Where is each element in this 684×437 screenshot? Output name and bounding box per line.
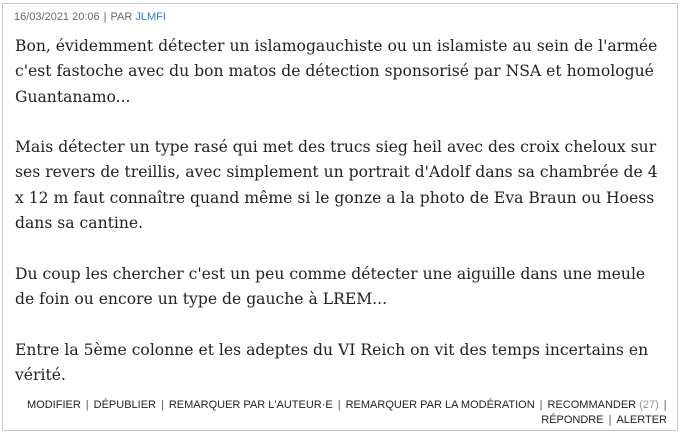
recommend-count: (27) (639, 399, 659, 411)
comment-card (2, 3, 678, 431)
repondre-link[interactable]: RÉPONDRE (541, 414, 604, 426)
alerter-link[interactable]: ALERTER (616, 414, 667, 426)
comment-meta (14, 11, 166, 23)
comment-paragraph: Bon, évidemment détecter un islamogauchiste ou un islamiste au sein de l'armée c'est fastoche avec du bon matos de détection sponsorisé par NSA et homologué Guantanamo... (15, 37, 658, 106)
comment-body (15, 34, 665, 388)
action-separator: | (337, 399, 341, 411)
depublier-link[interactable]: DÉPUBLIER (93, 399, 156, 411)
comment-actions (27, 398, 667, 428)
comment-date: 16/03/2021 20:06 (14, 11, 100, 23)
remarquer-moderation-link[interactable]: REMARQUER PAR LA MODÉRATION (345, 399, 535, 411)
action-separator: | (85, 399, 89, 411)
meta-separator: | (103, 11, 107, 23)
action-separator: | (608, 414, 612, 426)
action-separator: | (663, 399, 667, 411)
comment-paragraph: Entre la 5ème colonne et les adeptes du VI Reich on vit des temps incertains en vérité. (15, 340, 649, 384)
action-separator: | (161, 399, 164, 411)
recommander-link[interactable]: RECOMMANDER (547, 399, 637, 411)
comment-paragraph: Mais détecter un type rasé qui met des trucs sieg heil avec des croix cheloux sur ses revers de treillis, avec simplement un portrait d'Adolf dans sa chambrée de 4 x 12 m faut connaître quand même si le gonze a la photo de Eva Braun ou Hoess dans sa cantine. (15, 138, 658, 233)
actions-row-2 (27, 413, 667, 428)
remarquer-auteur-link[interactable]: REMARQUER PAR L'AUTEUR·E (168, 399, 333, 411)
author-link[interactable]: JLMFI (135, 11, 166, 23)
actions-row-1 (27, 398, 667, 413)
by-label: PAR (110, 11, 133, 23)
modifier-link[interactable]: MODIFIER (27, 399, 81, 411)
action-separator: | (539, 399, 543, 411)
comment-paragraph: Du coup les chercher c'est un peu comme détecter une aiguille dans une meule de foin ou encore un type de gauche à LREM... (15, 264, 646, 308)
